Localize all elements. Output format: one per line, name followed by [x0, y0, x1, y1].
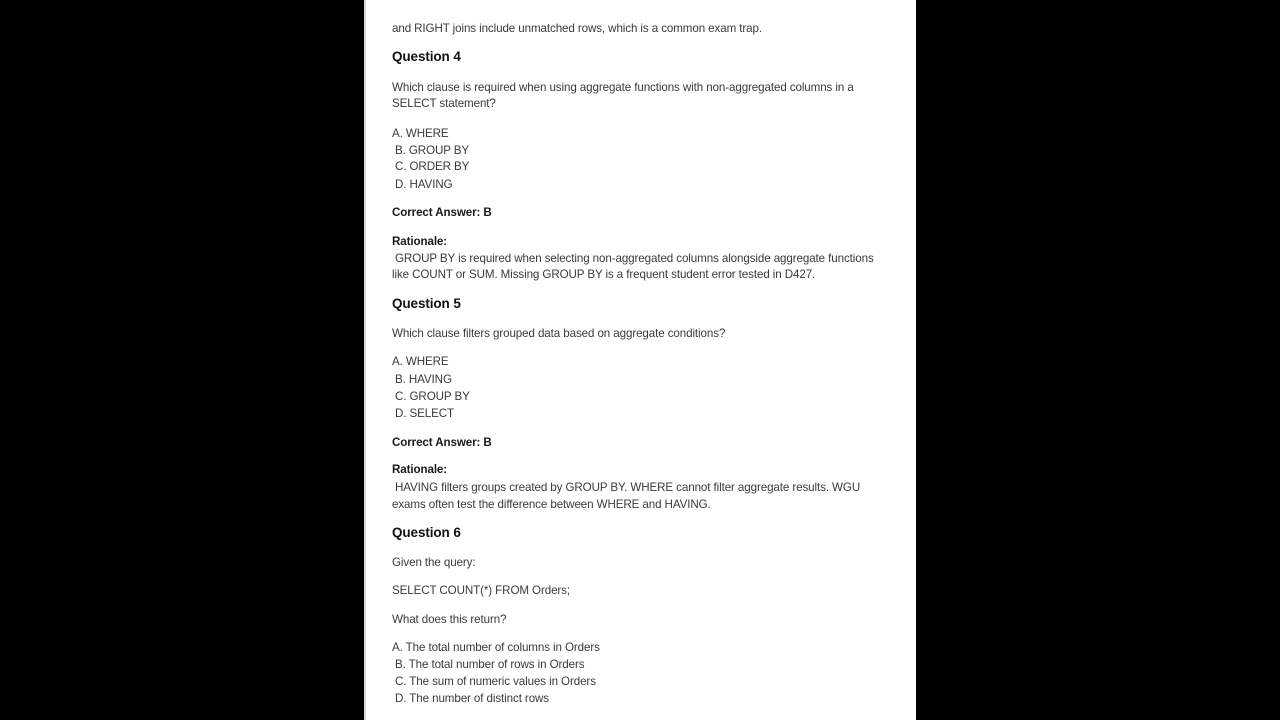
question-5-correct-answer: Correct Answer: B	[392, 436, 492, 449]
question-6-option-d: D. The number of distinct rows	[395, 692, 550, 705]
question-6-followup: What does this return?	[392, 613, 507, 626]
question-6-title: Question 6	[392, 525, 461, 540]
question-5-rationale-line-2: exams often test the difference between WHERE and HAVING.	[392, 498, 711, 511]
question-6-option-b: B. The total number of rows in Orders	[395, 658, 585, 671]
question-5-title: Question 5	[392, 296, 461, 311]
carryover-text: and RIGHT joins include unmatched rows, which is a common exam trap.	[392, 22, 762, 35]
question-4-title: Question 4	[392, 49, 461, 64]
question-4-option-d: D. HAVING	[395, 178, 453, 191]
question-4-option-c: C. ORDER BY	[395, 160, 470, 173]
question-6-query: SELECT COUNT(*) FROM Orders;	[392, 584, 570, 597]
question-6-option-a: A. The total number of columns in Orders	[392, 641, 600, 654]
question-4-option-a: A. WHERE	[392, 127, 449, 140]
question-5-option-c: C. GROUP BY	[395, 390, 470, 403]
question-5-rationale-line-1: HAVING filters groups created by GROUP BY. WHERE cannot filter aggregate results. WGU	[395, 481, 861, 494]
question-4-rationale-line-1: GROUP BY is required when selecting non-aggregated columns alongside aggregate functions	[395, 252, 874, 265]
question-5-option-b: B. HAVING	[395, 373, 452, 386]
question-4-rationale-label: Rationale:	[392, 235, 448, 248]
question-4-rationale-line-2: like COUNT or SUM. Missing GROUP BY is a frequent student error tested in D427.	[392, 268, 816, 281]
document-page[interactable]	[364, 0, 916, 720]
question-4-prompt-line-1: Which clause is required when using aggregate functions with non-aggregated columns in a	[392, 81, 854, 94]
question-5-prompt: Which clause filters grouped data based on aggregate conditions?	[392, 327, 726, 340]
question-5-option-d: D. SELECT	[395, 407, 455, 420]
question-6-prompt: Given the query:	[392, 556, 476, 569]
question-4-prompt-line-2: SELECT statement?	[392, 97, 496, 110]
question-4-option-b: B. GROUP BY	[395, 144, 470, 157]
question-5-rationale-label: Rationale:	[392, 463, 448, 476]
question-6-option-c: C. The sum of numeric values in Orders	[395, 675, 596, 688]
question-4-correct-answer: Correct Answer: B	[392, 206, 492, 219]
question-5-option-a: A. WHERE	[392, 355, 449, 368]
